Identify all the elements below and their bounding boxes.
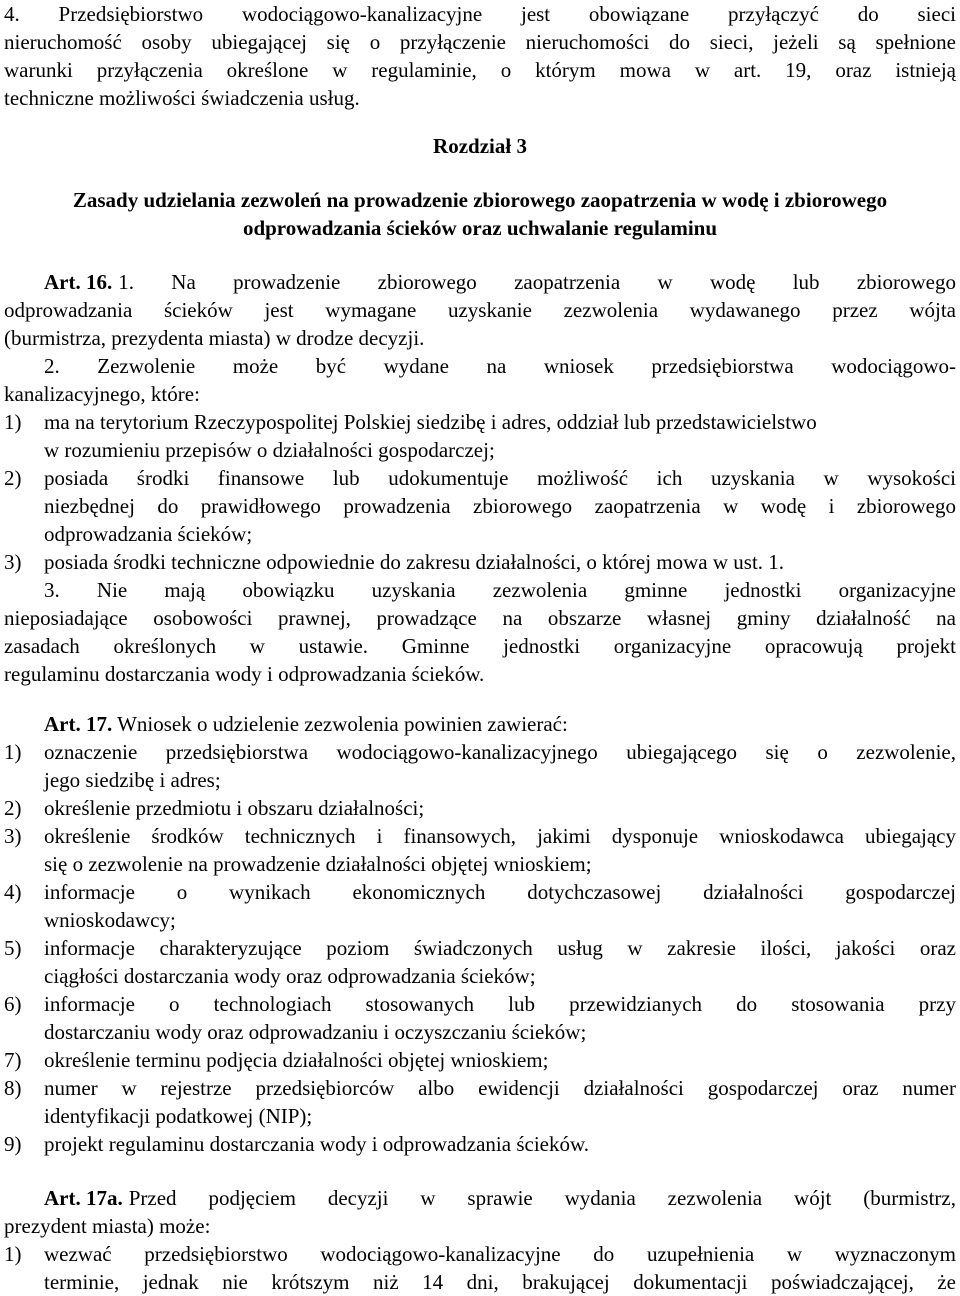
art17-item-6-number: 6) [4, 992, 22, 1016]
art17a-intro-text: Przed podjęciem decyzji w sprawie wydania zezwolenia wójt (burmistrz, [128, 1186, 956, 1210]
art17a-item-1-text: wezwać przedsiębiorstwo wodociągowo-kanalizacyjne do uzupełnienia w wyznaczonym [44, 1242, 956, 1266]
art17a-intro-line-1 [44, 1184, 956, 1212]
art17-item-4-text: informacje o wynikach ekonomicznych dotychczasowej działalności gospodarczej [44, 880, 956, 904]
art16-p1-line-1 [44, 268, 956, 296]
art17-label: Art. 17. [44, 712, 113, 736]
art17-item-5-line-1 [4, 934, 956, 962]
art16-item-3-line-1 [4, 548, 956, 576]
art17-item-8-line-2: identyfikacji podatkowej (NIP); [44, 1104, 313, 1128]
art17-item-2-text: określenie przedmiotu i obszaru działalności; [44, 796, 425, 820]
art16-p1-line-3: (burmistrza, prezydenta miasta) w drodze decyzji. [4, 326, 425, 350]
p4-line-3: warunki przyłączenia określone w regulaminie, o którym mowa w art. 19, oraz istnieją [4, 58, 956, 82]
art17-item-7-number: 7) [4, 1048, 22, 1072]
art17-item-7-line-1 [4, 1046, 956, 1074]
p4-line-4: techniczne możliwości świadczenia usług. [4, 86, 360, 110]
art17-item-2-line-1 [4, 794, 956, 822]
art17-item-4-line-2: wnioskodawcy; [44, 908, 176, 932]
art17a-item-1-number: 1) [4, 1242, 22, 1266]
art17-item-6-line-1 [4, 990, 956, 1018]
art17-item-9-text: projekt regulaminu dostarczania wody i odprowadzania ścieków. [44, 1132, 590, 1156]
p4-line-2: nieruchomość osoby ubiegającej się o przyłączenie nieruchomości do sieci, jeżeli są spełnione [4, 30, 956, 54]
art17-item-5-number: 5) [4, 936, 22, 960]
art17-item-3-text: określenie środków technicznych i finansowych, jakimi dysponuje wnioskodawca ubiegający [44, 824, 956, 848]
art16-item-1-line-2: w rozumieniu przepisów o działalności gospodarczej; [44, 438, 495, 462]
p4-line-1: 4. Przedsiębiorstwo wodociągowo-kanalizacyjne jest obowiązane przyłączyć do sieci [4, 2, 956, 26]
art17-item-5-line-2: ciągłości dostarczania wody oraz odprowadzania ścieków; [44, 964, 536, 988]
art16-item-2-number: 2) [4, 466, 22, 490]
art16-item-2-line-2: niezbędnej do prawidłowego prowadzenia zbiorowego zaopatrzenia w wodę i zbiorowego [44, 494, 956, 518]
art17-item-6-line-2: dostarczaniu wody oraz odprowadzaniu i oczyszczaniu ścieków; [44, 1020, 587, 1044]
art17-item-8-text: numer w rejestrze przedsiębiorców albo ewidencji działalności gospodarczej oraz numer [44, 1076, 956, 1100]
art17-item-7-text: określenie terminu podjęcia działalności objętej wnioskiem; [44, 1048, 549, 1072]
art17-item-3-number: 3) [4, 824, 22, 848]
chapter-title-line-2: odprowadzania ścieków oraz uchwalanie regulaminu [242, 216, 718, 240]
art17a-item-1-line-2: terminie, jednak nie krótszym niż 14 dni, brakującej dokumentacji poświadczającej, że [44, 1270, 956, 1294]
art17a-label: Art. 17a. [44, 1186, 123, 1210]
art16-label: Art. 16. [44, 270, 113, 294]
art17-intro-line [44, 710, 956, 738]
art17a-intro-line-2: prezydent miasta) może: [4, 1214, 211, 1238]
art16-item-3-text: posiada środki techniczne odpowiednie do zakresu działalności, o której mowa w ust. 1. [44, 550, 785, 574]
art17-item-8-number: 8) [4, 1076, 22, 1100]
chapter-title-line-1: Zasady udzielania zezwoleń na prowadzenie zbiorowego zaopatrzenia w wodę i zbiorowego [72, 188, 888, 212]
art16-item-1-number: 1) [4, 410, 22, 434]
art16-item-1-text: ma na terytorium Rzeczypospolitej Polskiej siedzibę i adres, oddział lub przedstawicielstwo [44, 410, 817, 434]
art16-p2-line-2: kanalizacyjnego, które: [4, 382, 200, 406]
art17-item-3-line-1 [4, 822, 956, 850]
art17-item-1-text: oznaczenie przedsiębiorstwa wodociągowo-kanalizacyjnego ubiegającego się o zezwolenie, [44, 740, 956, 764]
art16-p3-line-3: zasadach określonych w ustawie. Gminne jednostki organizacyjne opracowują projekt [4, 634, 956, 658]
art17-item-5-text: informacje charakteryzujące poziom świadczonych usług w zakresie ilości, jakości oraz [44, 936, 956, 960]
art17-intro: Wniosek o udzielenie zezwolenia powinien zawierać: [117, 712, 568, 736]
art16-p3-line-1: 3. Nie mają obowiązku uzyskania zezwolenia gminne jednostki organizacyjne [44, 578, 956, 602]
art17-item-4-number: 4) [4, 880, 22, 904]
art17-item-9-number: 9) [4, 1132, 22, 1156]
art16-p1-line-2: odprowadzania ścieków jest wymagane uzyskanie zezwolenia wydawanego przez wójta [4, 298, 956, 322]
art16-item-3-number: 3) [4, 550, 22, 574]
art16-item-1-line-1 [4, 408, 956, 436]
art16-p2-line-1: 2. Zezwolenie może być wydane na wniosek przedsiębiorstwa wodociągowo- [44, 354, 956, 378]
art16-item-2-line-1 [4, 464, 956, 492]
art17-item-6-text: informacje o technologiach stosowanych lub przewidzianych do stosowania przy [44, 992, 956, 1016]
art17-item-1-number: 1) [4, 740, 22, 764]
art17-item-1-line-2: jego siedzibę i adres; [44, 768, 221, 792]
art17-item-1-line-1 [4, 738, 956, 766]
art17-item-9-line-1 [4, 1130, 956, 1158]
art17-item-3-line-2: się o zezwolenie na prowadzenie działalności objętej wnioskiem; [44, 852, 592, 876]
art17-item-8-line-1 [4, 1074, 956, 1102]
art16-p3-line-2: nieposiadające osobowości prawnej, prowadzące na obszarze własnej gminy działalność na [4, 606, 956, 630]
art17a-item-1-line-1 [4, 1240, 956, 1268]
art16-item-2-line-3: odprowadzania ścieków; [44, 522, 253, 546]
art17-item-2-number: 2) [4, 796, 22, 820]
art16-item-2-text: posiada środki finansowe lub udokumentuje możliwość ich uzyskania w wysokości [44, 466, 956, 490]
art16-p3-line-4: regulaminu dostarczania wody i odprowadzania ścieków. [4, 662, 485, 686]
chapter-number: Rozdział 3 [433, 134, 527, 158]
art17-item-4-line-1 [4, 878, 956, 906]
art16-p1-text: 1. Na prowadzenie zbiorowego zaopatrzenia w wodę lub zbiorowego [118, 270, 956, 294]
